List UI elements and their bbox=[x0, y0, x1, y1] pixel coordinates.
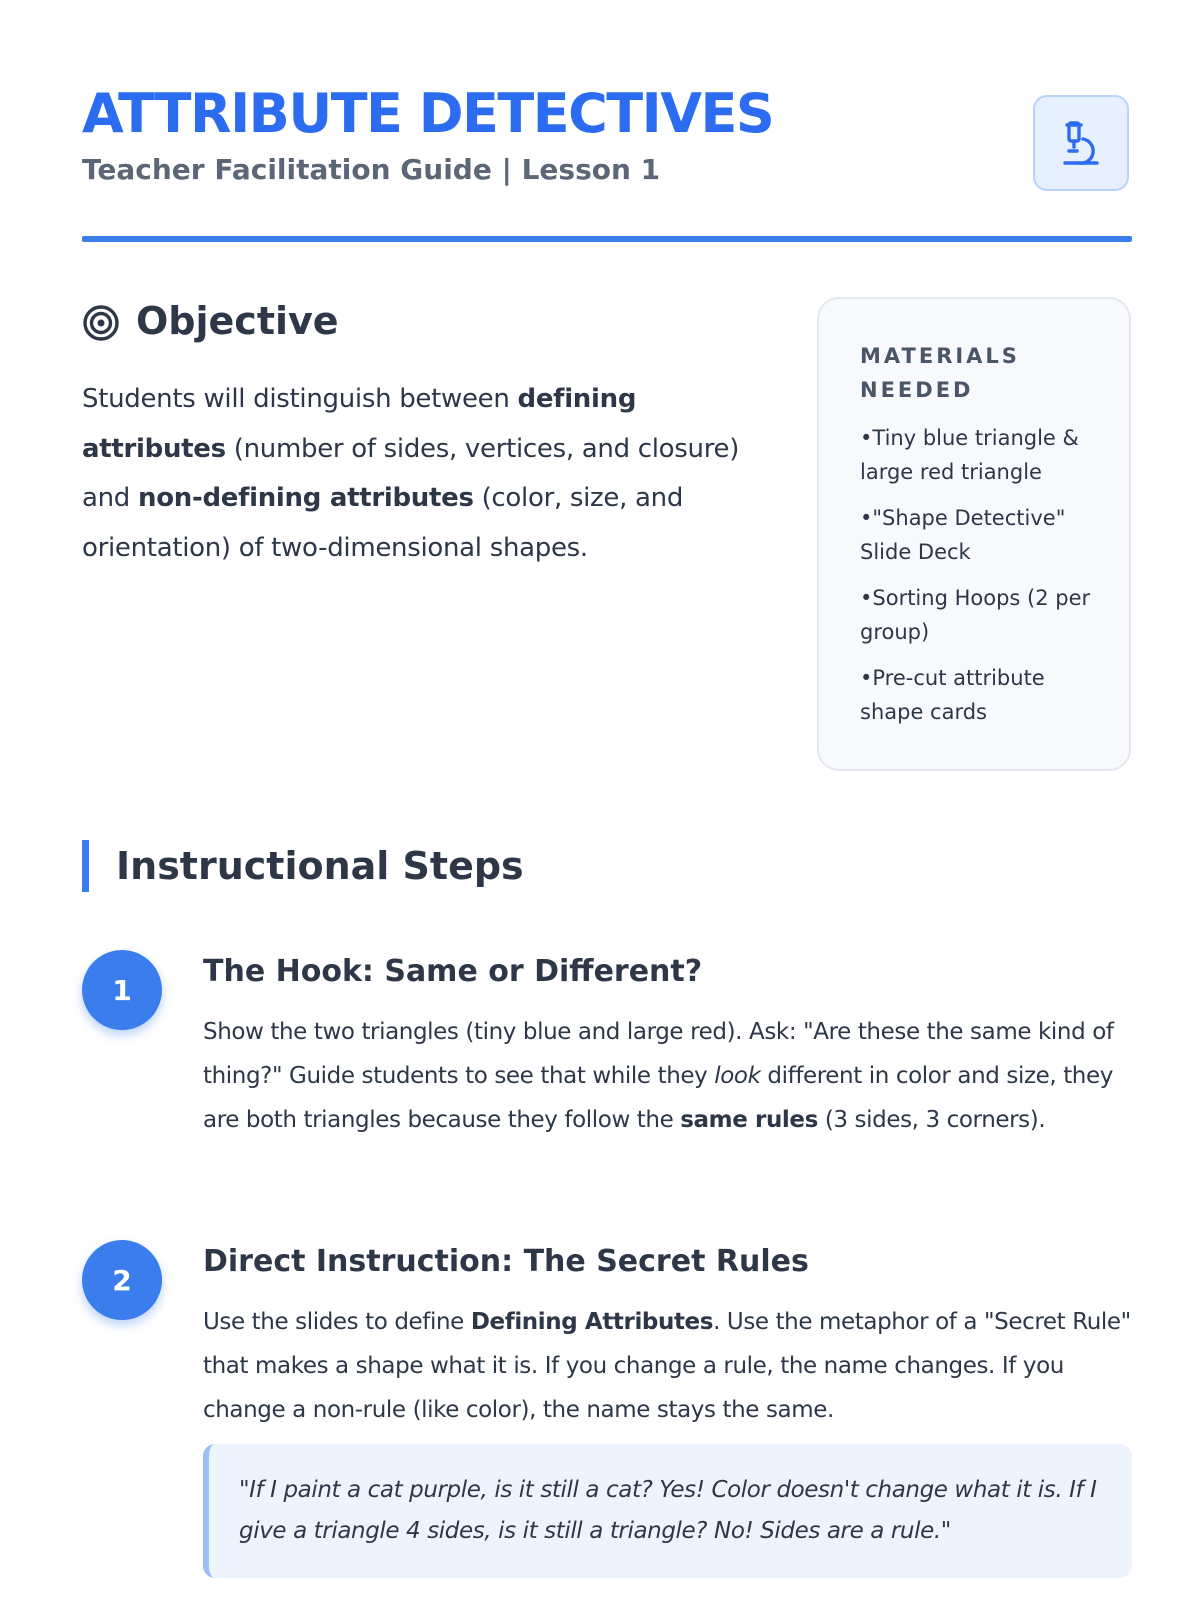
step-title: Direct Instruction: The Secret Rules bbox=[203, 1244, 809, 1279]
materials-item: • Sorting Hoops (2 per group) bbox=[860, 581, 1099, 649]
materials-item: • Tiny blue triangle & large red triangle bbox=[860, 421, 1099, 489]
microscope-icon bbox=[1057, 117, 1105, 169]
materials-item: • Pre-cut attribute shape cards bbox=[860, 661, 1099, 729]
step-text: Show the two triangles (tiny blue and large red). Ask: "Are these the same kind of thing?" Guide students to see that while they look different in color and size, they are both triangles because they follow the same rules (3 sides, 3 corners). bbox=[203, 1019, 1114, 1133]
page-title: ATTRIBUTE DETECTIVES bbox=[82, 82, 774, 145]
objective-heading: Objective bbox=[136, 299, 339, 343]
steps-heading: Instructional Steps bbox=[116, 844, 524, 888]
materials-list bbox=[860, 421, 1099, 729]
materials-title: MATERIALS NEEDED bbox=[860, 344, 1020, 402]
microscope-icon-badge bbox=[1033, 95, 1129, 191]
step-number-badge: 2 bbox=[82, 1240, 162, 1320]
objective-text: Students will distinguish between defining attributes (number of sides, vertices, and closure) and non-defining attributes (color, size, and orientation) of two-dimensional shapes. bbox=[82, 384, 740, 563]
steps-heading-accent bbox=[82, 840, 89, 892]
materials-item: • "Shape Detective" Slide Deck bbox=[860, 501, 1099, 569]
materials-card bbox=[817, 297, 1131, 771]
header-divider bbox=[82, 236, 1132, 242]
step-text: Use the slides to define Defining Attributes. Use the metaphor of a "Secret Rule" that makes a shape what it is. If you change a rule, the name changes. If you change a non-rule (like color), the name stays the same. bbox=[203, 1309, 1131, 1423]
step-number-badge: 1 bbox=[82, 950, 162, 1030]
page-subtitle: Teacher Facilitation Guide | Lesson 1 bbox=[82, 153, 661, 186]
target-icon bbox=[82, 304, 120, 342]
step-title: The Hook: Same or Different? bbox=[203, 954, 703, 989]
teacher-quote-callout: "If I paint a cat purple, is it still a cat? Yes! Color doesn't change what it is. If I give a triangle 4 sides, is it still a triangle? No! Sides are a rule." bbox=[203, 1444, 1132, 1578]
